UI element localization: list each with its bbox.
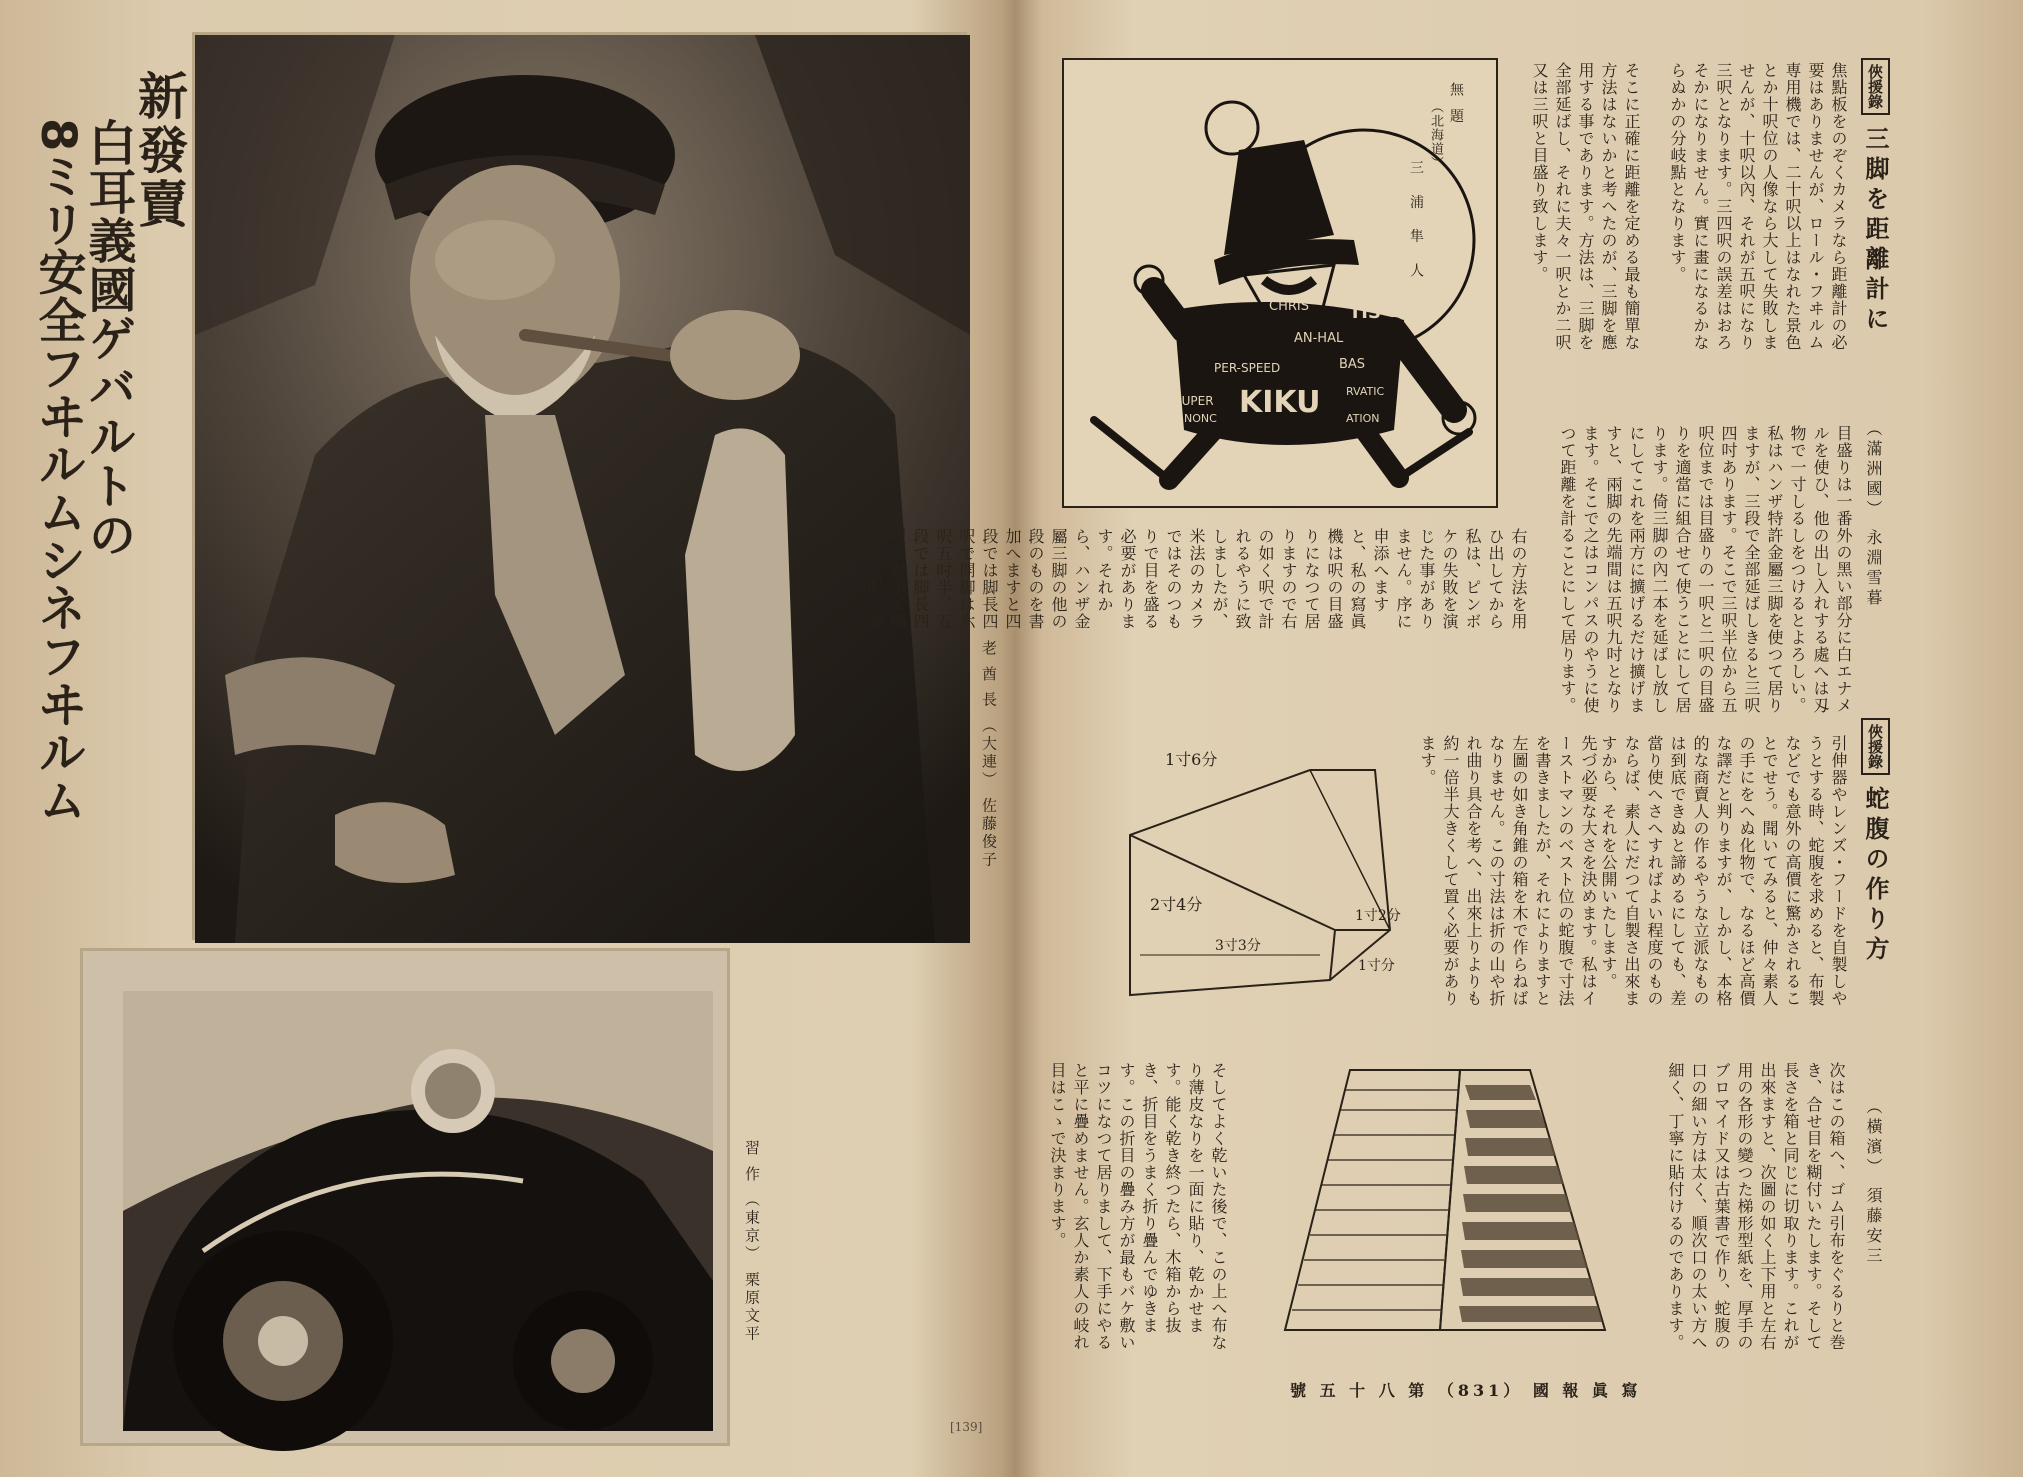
article1-col3: 目盛りは一番外の黑い部分に白エナメルを使ひ、他の出し入れする處へは刄物で一寸しるしをつけるとよろしい。私はハンザ特許金屬三脚を使つて居りますが、三段で全部延ばしきると三呎四吋あります。そこで三呎半位から五呎位までは目盛りの一呎と二呎の目盛りを適當に組合せて使うことにして居ります。倚三脚の內二本を延ばし放しにしてこれを兩方に擴げるだけ擴げますと、兩脚の先端間は五呎九吋となります。そこで之はコンパスのやうに使つて距離を計ることにして居ります。 — [1558, 425, 1853, 714]
article1-col4: 右の方法を用ひ出してから私は、ピンボケの失敗を演じた事がありません。序に申添へますと、私の寫眞機は呎の目盛りになつて居りますので右の如く呎で計れるやうに致しましたが、米法のカメラではそのつもりで目を盛る必要があります。それから、ハンザ金屬三脚の他の段のものを書加へますと四段では脚長四呎で開脚は六呎五吋半、五段では脚長四呎三吋半で開脚は七呎であります。 — [842, 528, 1528, 630]
santa-cartoon-illustration — [1064, 60, 1500, 510]
cartoon-label-speed: PER-SPEED — [1214, 361, 1281, 375]
cartoon-label-left: SUPER — [1174, 394, 1214, 408]
cartoon-label-top2: TIS — [1349, 302, 1381, 323]
photo1-caption: 老 酋 長 （大連） 佐藤俊子 — [980, 640, 998, 870]
cartoon-artist: 三 浦 隼 人 — [1408, 160, 1424, 286]
article1-title: 三脚を距離計に — [1861, 126, 1889, 337]
article2-col1: 引伸器やレンズ・フードを自製しやうとする時、蛇腹を求めると、布製などでも意外の高價に驚かされることでせう。聞いてみると、仲々素人の手にをへぬ化物で、なるほど高價な譯だと判りますが、しかし、本格的な商賣人の作るやうな立派なものは到底できぬと諦めるにしても、差當り使へさへすればよい程度のものならば、素人にだつて自製さ出來ますから、それを公開いたします。 — [1599, 735, 1848, 1007]
dim-right1: 1寸2分 — [1355, 908, 1401, 924]
dim-top: 1寸6分 — [1165, 750, 1218, 769]
photo-old-chief-portrait — [192, 32, 967, 940]
dim-bottom: 3寸3分 — [1215, 938, 1261, 954]
article2-tag: 俠援錄 — [1861, 718, 1890, 775]
article2-col2: 先づ必要な大さを決めます。私はイーストマンのベスト位の蛇腹で寸法を書きましたが、それによりますと左圖の如き角錐の箱を木で作らねばなりません。この寸法は折の山や折れ曲り具合を考へ、出來上りよりも約一倍半大きくして置く必要があります。 — [1418, 735, 1598, 1007]
cartoon-title: 無 題 — [1448, 82, 1464, 127]
article2-author: （橫濱） 須藤安三 — [1864, 1098, 1883, 1268]
ad-headline-product-name: 8ミリ安全フヰルムシネフヰルム — [30, 118, 86, 824]
left-page-number: [139] — [950, 1420, 983, 1434]
dim-side: 2寸4分 — [1150, 895, 1203, 914]
cartoon-box — [1062, 58, 1498, 508]
photo2-caption: 習 作 （東京） 栗原文平 — [743, 1140, 761, 1344]
cartoon-label-top: CHRIS — [1269, 299, 1309, 314]
article1-author: （滿洲國） 永淵雪暮 — [1864, 420, 1883, 610]
ad-headline-product-origin: 白耳義國ゲバルトの — [80, 118, 136, 559]
article1-col2: そこに正確に距離を定める最も簡單な方法はないかと考へたのが、三脚を應用する事であります。方法は、三脚を全部延ばし、それに夫々一呎とか二呎又は三呎と目盛り致します。 — [1530, 62, 1641, 351]
article1-header — [1858, 58, 1893, 336]
cartoon-label-bas: BAS — [1339, 357, 1366, 372]
article2-title: 蛇腹の作り方 — [1861, 786, 1889, 967]
article2-col4: そしてよく乾いた後で、この上へ布なり薄皮なりを一面に貼り、乾かせます。能く乾き終つたら、木箱から抜き、折目をうまく折り疊んでゆきます。この折目の疊み方が最もバケ敷いコツになつて居りまして、下手にやると平に疊めません。玄人か素人の岐れ目はこゝで決まります。 — [1048, 1062, 1228, 1351]
cartoon-region: （北海道） — [1428, 100, 1443, 170]
bellows-box-diagram — [1120, 725, 1440, 1015]
car-illustration — [83, 951, 727, 1443]
ad-headline-new-release: 新發賣 — [130, 70, 188, 232]
article1-tag: 俠援錄 — [1861, 58, 1890, 115]
article2-col3: 次はこの箱へ、ゴム引布をぐるりと巻き、合せ目を糊付いたします。そして長さを箱と同じに切取ります。これが出來ますと、次圖の如く上下用と左右用の各形の變つた梯形型紙を、厚手のブロマイド又は古葉書で作り、蛇腹の口の細い方は太く、順次口の太い方へ細く、丁寧に貼付けるのであります。 — [1666, 1062, 1846, 1351]
cartoon-label-main: KIKU — [1239, 385, 1321, 420]
cartoon-label-right: ATION — [1346, 412, 1380, 425]
article1-col1: 焦點板をのぞくカメラなら距離計の必要はありませんが、ロール・フヰルム専用機では、二十呎以上はなれた景色とか十呎位の人像なら大して失敗しませんが、十呎以內、それが五呎になり三呎となります。三四呎の誤差はおろそかになりません。實に畫になるかならぬかの分岐點となります。 — [1668, 62, 1848, 351]
cartoon-label-mid: AN-HAL — [1294, 331, 1344, 346]
cartoon-label-left2: NONC — [1184, 412, 1217, 425]
old-man-illustration — [195, 35, 970, 943]
cartoon-label-right2: RVATIC — [1346, 385, 1385, 398]
bellows-pattern-diagram — [1260, 1060, 1620, 1340]
photo-study-car — [80, 948, 730, 1446]
right-page-footer: 寫 眞 報 國 （138） 第 八 十 五 號 — [1290, 1381, 1642, 1400]
dim-right2: 1寸分 — [1358, 958, 1395, 974]
article2-header — [1858, 718, 1893, 966]
